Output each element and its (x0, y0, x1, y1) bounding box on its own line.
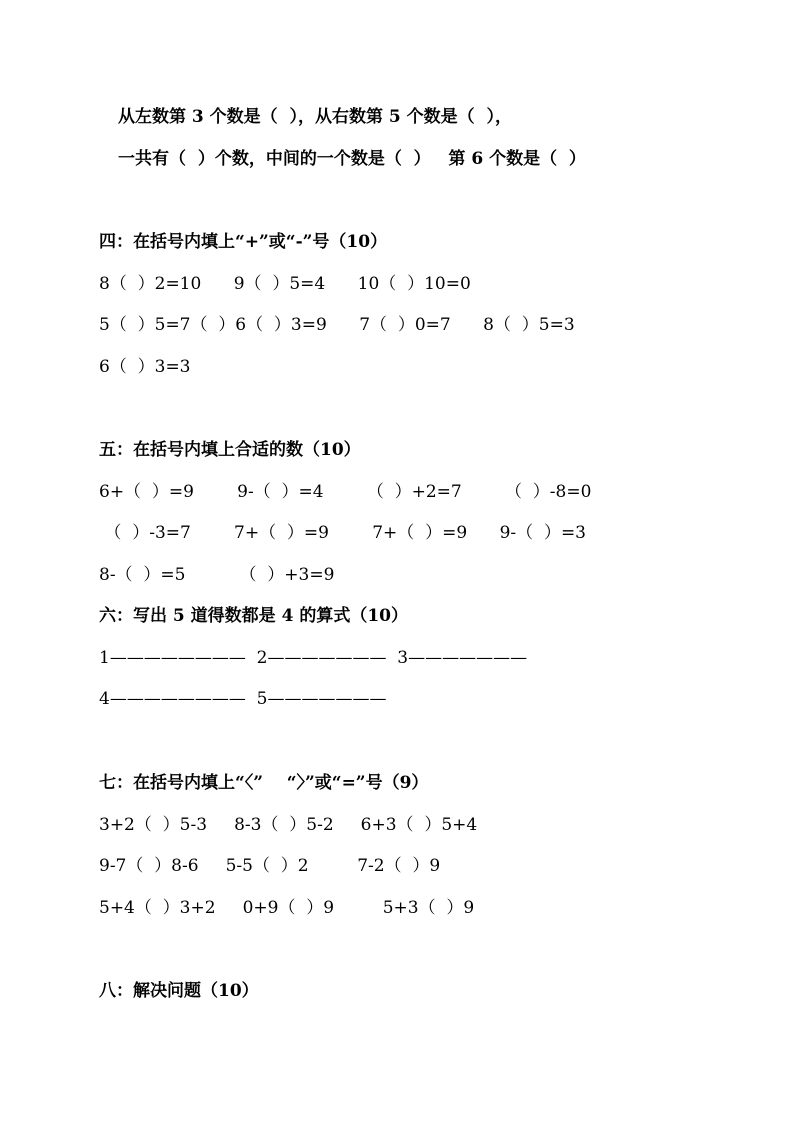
section-6-row-1: 1———————— 2——————— 3——————— (99, 648, 528, 668)
section-7-row-1: 3+2（ ）5-3 8-3（ ）5-2 6+3（ ）5+4 (99, 815, 478, 835)
section-5-row-1: 6+（ ）=9 9-（ ）=4 （ ）+2=7 （ ）-8=0 (99, 482, 592, 502)
section-5-title: 五：在括号内填上合适的数（10） (99, 440, 361, 460)
section-5-row-3: 8-（ ）=5 （ ）+3=9 (99, 565, 335, 585)
section-4-row-1: 8（ ）2=10 9（ ）5=4 10（ ）10=0 (99, 274, 471, 294)
section-7-title: 七：在括号内填上“〈” “〉”或“=”号（9） (99, 773, 429, 793)
intro-line-2: 一共有（ ）个数，中间的一个数是（ ） 第 6 个数是（ ） (118, 149, 586, 169)
section-7-row-3: 5+4（ ）3+2 0+9（ ）9 5+3（ ）9 (99, 898, 475, 918)
section-4-row-2: 5（ ）5=7（ ）6（ ）3=9 7（ ）0=7 8（ ）5=3 (99, 315, 575, 335)
section-4-row-3: 6（ ）3=3 (99, 357, 191, 377)
intro-line-1: 从左数第 3 个数是（ ），从右数第 5 个数是（ ）， (118, 107, 513, 127)
section-6-title: 六：写出 5 道得数都是 4 的算式（10） (99, 606, 408, 626)
section-7-row-2: 9-7（ ）8-6 5-5（ ）2 7-2（ ）9 (99, 856, 441, 876)
section-6-row-2: 4———————— 5——————— (99, 689, 387, 709)
section-8-title: 八：解决问题（10） (99, 981, 259, 1001)
section-4-title: 四：在括号内填上“+”或“-”号（10） (99, 232, 388, 252)
section-5-row-2: （ ）-3=7 7+（ ）=9 7+（ ）=9 9-（ ）=3 (99, 523, 586, 543)
